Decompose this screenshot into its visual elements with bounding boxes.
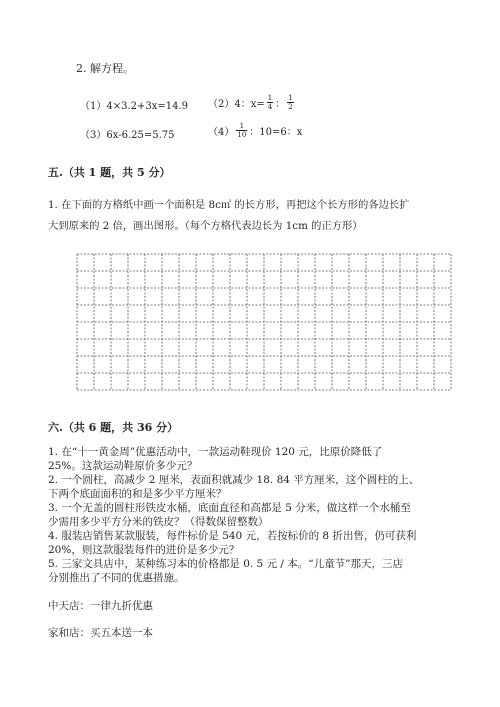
square-grid-paper bbox=[76, 253, 452, 391]
fraction-denominator: 2 bbox=[288, 103, 293, 111]
equation-4-suffix: ：10=6：x bbox=[249, 127, 303, 138]
section-5-title: 五.（共 1 题，共 5 分） bbox=[48, 166, 171, 179]
store-offer-1: 中天店：一律九折优惠 bbox=[48, 600, 153, 612]
equation-2 bbox=[208, 94, 296, 111]
section-6-line: 25%。这款运动鞋原价多少元？ bbox=[48, 460, 198, 472]
fraction-one-quarter bbox=[267, 94, 273, 111]
equation-4 bbox=[208, 122, 302, 139]
section-2-heading: 2. 解方程。 bbox=[76, 62, 134, 75]
store-offer-2: 家和店：买五本送一本 bbox=[48, 627, 153, 639]
section-6-line: 4. 服装店销售某款服装，每件标价是 540 元，若按标价的 8 折出售，仍可获利 bbox=[48, 530, 417, 542]
section-6-line: 下两个底面面积的和是多少平方厘米？ bbox=[48, 488, 227, 500]
section-6-line: 3. 一个无盖的圆柱形铁皮水桶，底面直径和高都是 5 分米，做这样一个水桶至 bbox=[48, 502, 411, 514]
fraction-numerator: 1 bbox=[288, 94, 293, 102]
section-5-problem-line-2: 大到原来的 2 倍，画出图形。（每个方格代表边长为 1cm 的正方形） bbox=[48, 220, 363, 232]
equation-3: （3）6x-6.25=5.75 bbox=[80, 130, 175, 141]
ratio-separator: ： bbox=[275, 99, 286, 110]
equation-4-prefix: （4） bbox=[208, 127, 235, 138]
fraction-denominator: 10 bbox=[237, 131, 247, 139]
fraction-one-tenth bbox=[236, 122, 247, 139]
section-6-line: 5. 三家文具店中，某种练习本的价格都是 0. 5 元 / 本。“儿童节”那天，三店 bbox=[48, 558, 404, 570]
section-6-title: 六.（共 6 题，共 36 分） bbox=[48, 421, 179, 434]
fraction-denominator: 4 bbox=[267, 103, 273, 111]
section-6-line: 分别推出了不同的优惠措施。 bbox=[48, 572, 185, 584]
fraction-numerator: 1 bbox=[236, 122, 247, 131]
fraction-one-half bbox=[287, 94, 293, 111]
fraction-numerator: 1 bbox=[267, 94, 273, 102]
equation-2-prefix: （2）4：x= bbox=[208, 99, 265, 110]
grid-svg bbox=[76, 253, 452, 391]
section-6-line: 1. 在“十一黄金周”优惠活动中，一款运动鞋现价 120 元，比原价降低了 bbox=[48, 446, 383, 458]
section-6-line: 20%，则这款服装每件的进价是多少元？ bbox=[48, 544, 240, 556]
section-5-problem-line-1: 1. 在下面的方格纸中画一个面积是 8c㎡ 的长方形，再把这个长方形的各边长扩 bbox=[48, 199, 410, 211]
section-6-line: 2. 一个圆柱，高减少 2 厘米，表面积就减少 18. 84 平方厘米，这个圆柱的上、 bbox=[48, 474, 420, 486]
equation-1: （1）4×3.2+3x=14.9 bbox=[80, 101, 189, 112]
section-6-line: 少需用多少平方分米的铁皮？（得数保留整数） bbox=[48, 516, 269, 528]
